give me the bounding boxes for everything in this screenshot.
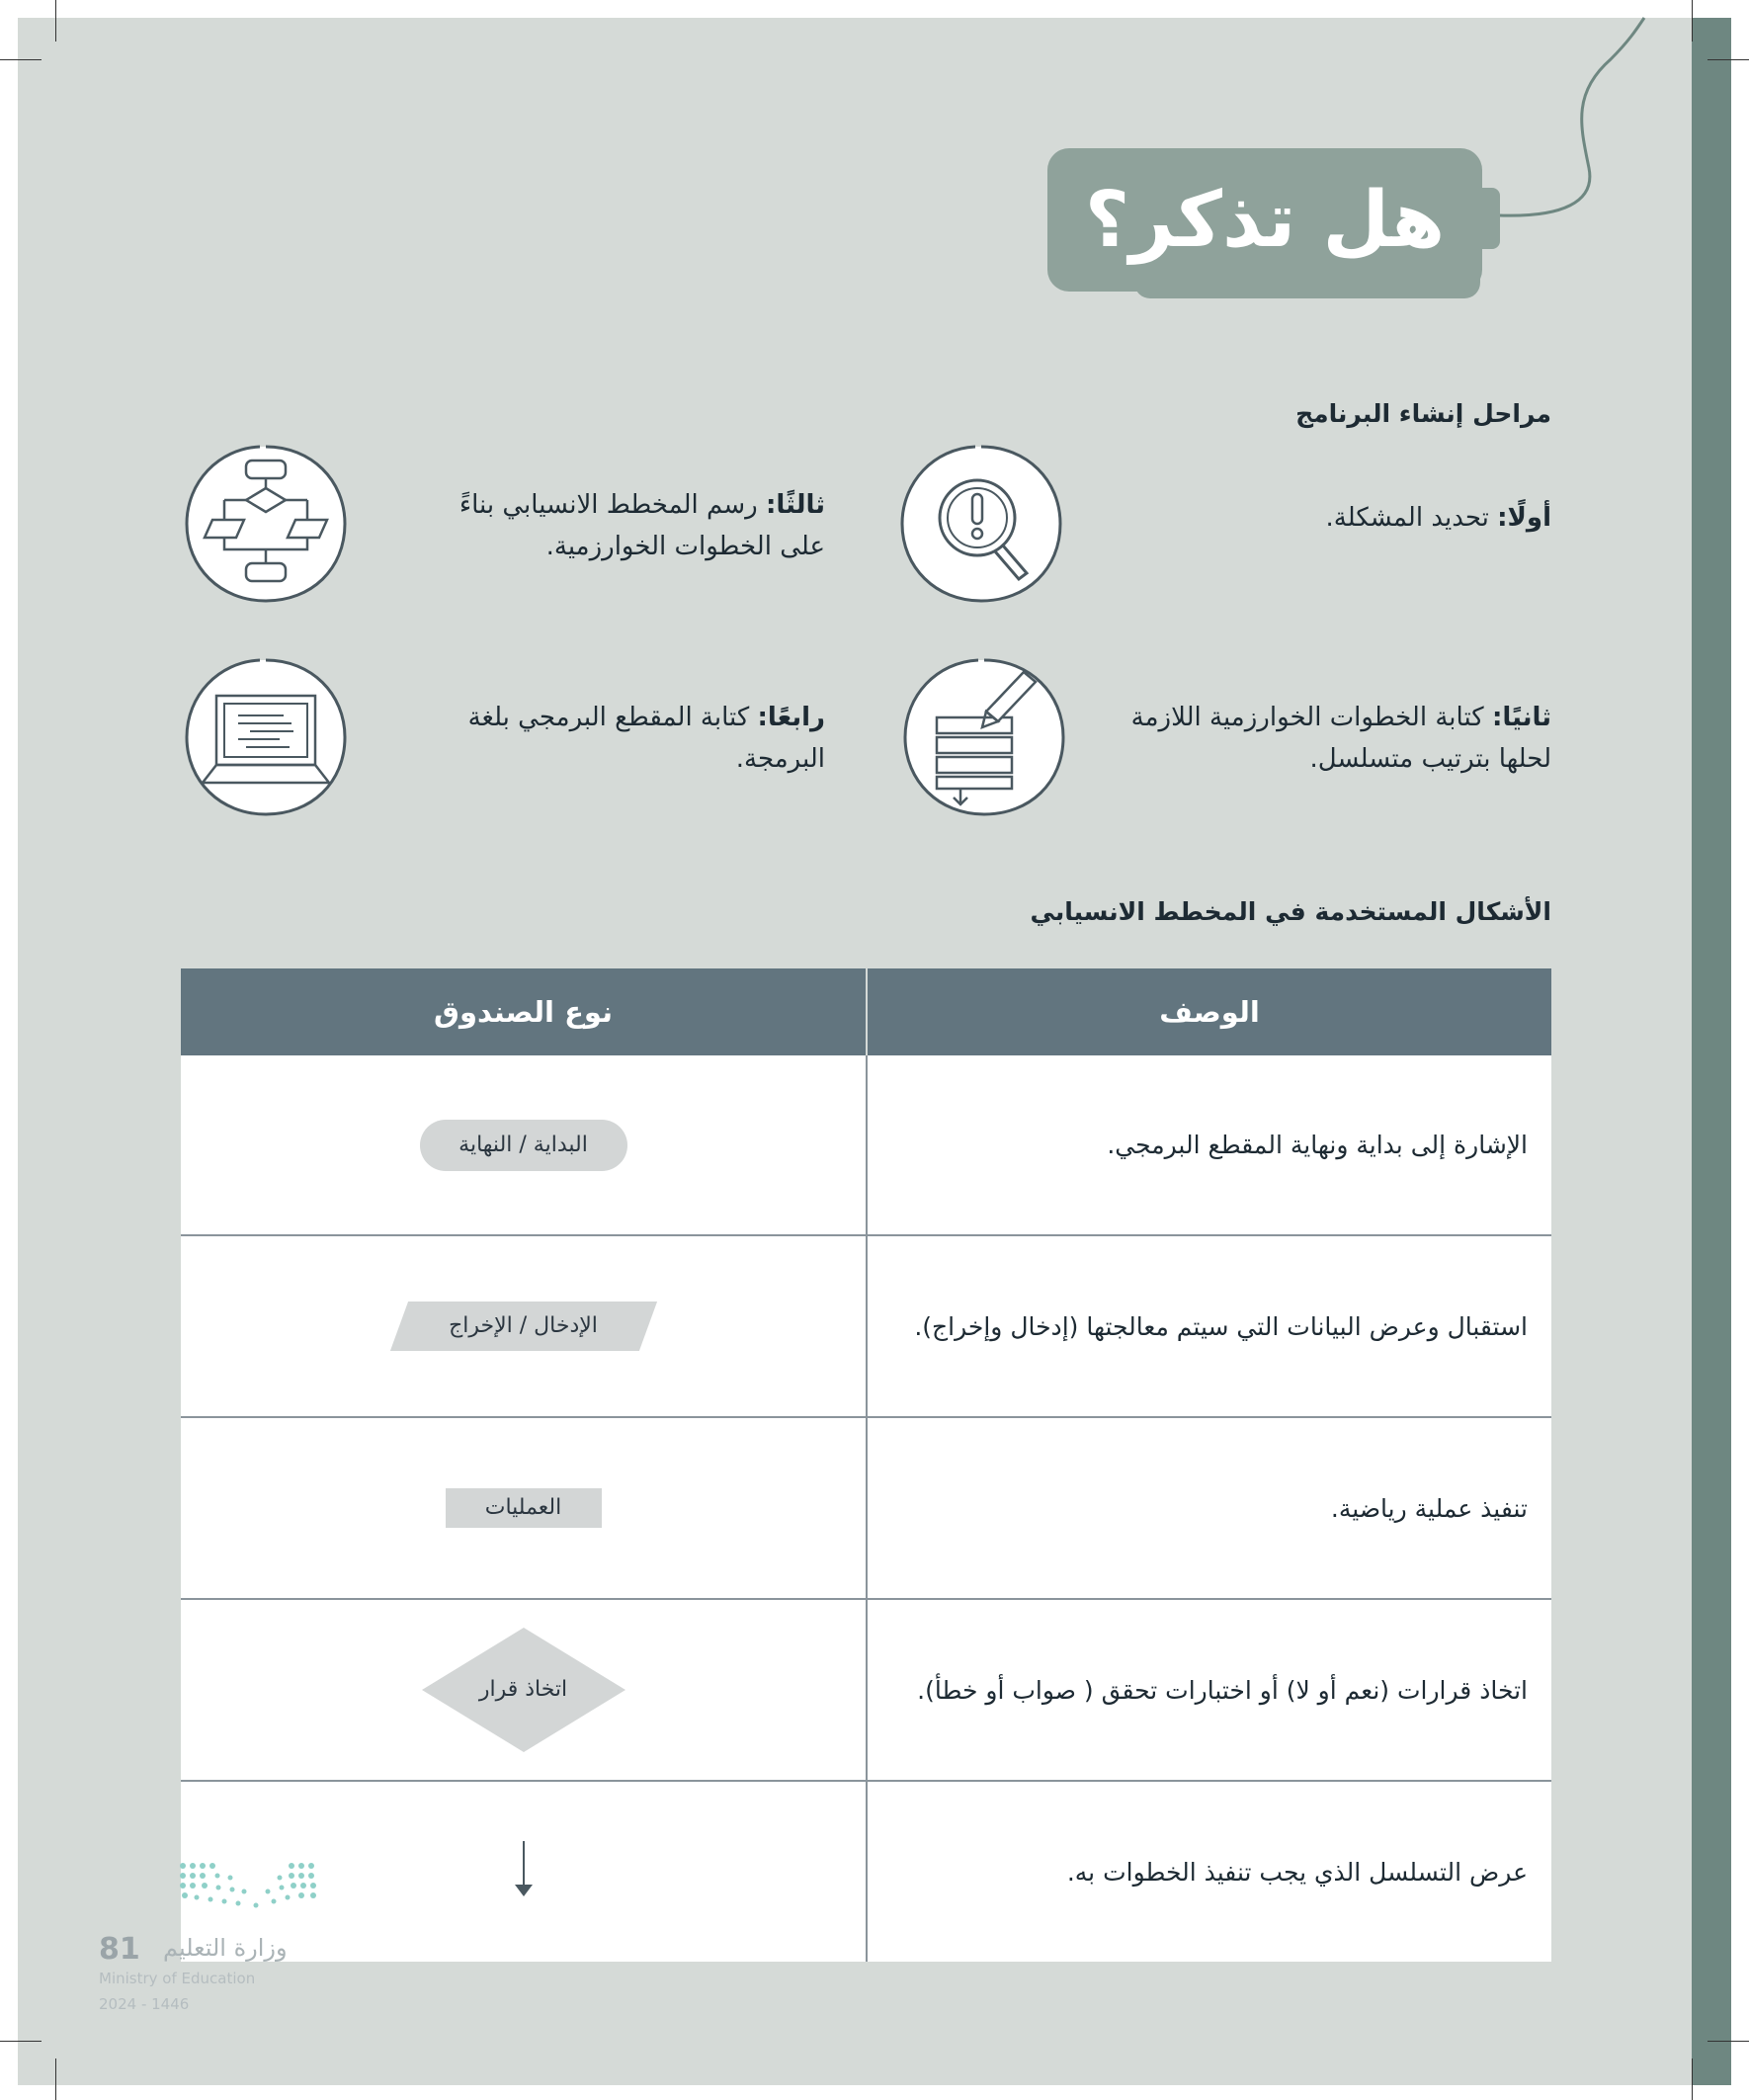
process-shape: العمليات	[446, 1488, 602, 1528]
shapes-heading: الأشكال المستخدمة في المخطط الانسيابي	[1030, 897, 1551, 926]
title-card	[1047, 148, 1482, 292]
column-header-type: نوع الصندوق	[181, 968, 867, 1055]
row-description: اتخاذ قرارات (نعم أو لا) أو اختبارات تحقق ( صواب أو خطأ).	[867, 1599, 1551, 1781]
table-row	[181, 1235, 1551, 1417]
row-shape-cell	[181, 1055, 867, 1235]
laptop-icon	[181, 656, 351, 818]
crop-mark	[1707, 2041, 1749, 2042]
step-first	[1156, 497, 1551, 539]
step-label: رابعًا:	[757, 703, 825, 732]
flowchart-shapes-table	[181, 968, 1551, 1962]
table-row	[181, 1781, 1551, 1962]
step-second	[1097, 697, 1551, 780]
page-spine	[1692, 18, 1731, 2085]
row-shape-cell	[181, 1235, 867, 1417]
pencil-steps-icon	[899, 656, 1069, 818]
row-description: عرض التسلسل الذي يجب تنفيذ الخطوات به.	[867, 1781, 1551, 1962]
flowchart-icon	[181, 443, 351, 605]
crop-mark	[55, 0, 56, 42]
page-number: 81	[99, 1932, 140, 1967]
stages-heading: مراحل إنشاء البرنامج	[1295, 399, 1551, 428]
row-description: الإشارة إلى بداية ونهاية المقطع البرمجي.	[867, 1055, 1551, 1235]
step-fourth	[430, 697, 825, 780]
step-text: تحديد المشكلة.	[1325, 503, 1498, 533]
crop-mark	[1692, 0, 1693, 42]
input-output-shape	[399, 1302, 648, 1351]
row-shape-cell	[181, 1599, 867, 1781]
magnifier-alert-icon	[896, 443, 1066, 605]
column-header-description: الوصف	[867, 968, 1551, 1055]
arrow-down-icon	[509, 1839, 539, 1898]
table-row	[181, 1055, 1551, 1235]
table-row	[181, 1417, 1551, 1599]
crop-mark	[1692, 2058, 1693, 2100]
step-third	[430, 484, 825, 567]
crop-mark	[0, 59, 42, 60]
crop-mark	[55, 2058, 56, 2100]
row-description: تنفيذ عملية رياضية.	[867, 1417, 1551, 1599]
edition-year: 2024 - 1446	[99, 1995, 190, 2013]
row-description: استقبال وعرض البيانات التي سيتم معالجتها (إدخال وإخراج).	[867, 1235, 1551, 1417]
shape-label: اتخاذ قرار	[478, 1677, 568, 1702]
row-shape-cell	[181, 1417, 867, 1599]
step-label: ثانيًا:	[1491, 703, 1551, 732]
crop-mark	[1707, 59, 1749, 60]
step-label: أولًا:	[1497, 503, 1551, 533]
crop-mark	[0, 2041, 42, 2042]
page-title: هل تذكر؟	[1084, 175, 1446, 265]
terminal-shape: البداية / النهاية	[420, 1120, 627, 1171]
ministry-name-en: Ministry of Education	[99, 1970, 256, 1987]
table-row	[181, 1599, 1551, 1781]
step-text: كتابة المقطع البرمجي بلغة البرمجة.	[467, 703, 825, 774]
shape-label: الإدخال / الإخراج	[449, 1313, 598, 1338]
step-text: كتابة الخطوات الخوارزمية اللازمة لحلها بترتيب متسلسل.	[1130, 703, 1551, 774]
ministry-name-ar: وزارة التعليم	[163, 1934, 288, 1962]
step-text: رسم المخطط الانسيابي بناءً على الخطوات الخوارزمية.	[458, 490, 825, 561]
decision-shape	[422, 1628, 625, 1752]
step-label: ثالثًا:	[765, 490, 825, 520]
title-card-tab	[1482, 188, 1500, 249]
table-header-row	[181, 968, 1551, 1055]
